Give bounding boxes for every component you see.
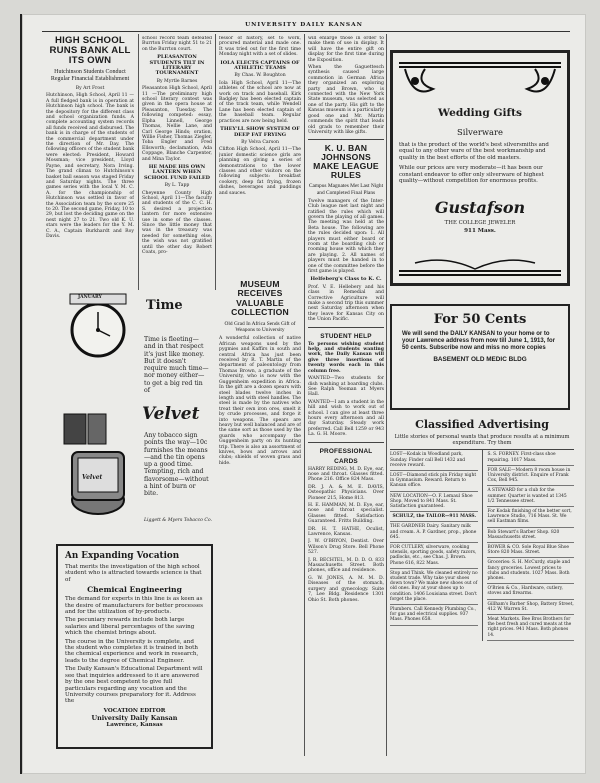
classified-entry: THE GARDNER Dairy. Sanitary milk and cream. A. P. Gardner, prop., phone 645. [390, 522, 478, 543]
headline-iola: IOLA ELECTS CAPTAINS OF ATHLETIC TEAMS [220, 59, 300, 72]
fifty-cents-ad [390, 304, 570, 410]
body-bank: Hutchinson, High School, April 11 —A full fledged bank is in operation at Hutchinson high school. The bank is the depository for the different class and school organization funds. A complete accounting system records all funds received and disbursed. The bank is in charge of the students of the commercial department under the direction of Mr. Day. The following officers of the student bank were elected: President, Howard Mossman; vice president, Lloyd Payne, and secretary, Nora Irving. The grand climax to Hutchinson's basket ball season was staged Friday and Saturday nights. The three games series with the local Y. M. C. A. for the championship of Hutchinson was settled in favor of the Association team by the score 25 to 20. The second game, Friday, 10 to 29, but lost the deciding game on the next night 27 to 21. Two old K. U. stars were the leaders for the Y. M. C. A., Captain Burkhardt and Roy Davis. [46, 93, 134, 239]
column-divider [304, 34, 305, 756]
professional-card: J. W. O'BRYON, Dentist. Over Wilson's Drug Store. Bell Phone 527. [308, 539, 384, 556]
body-iola: Iola High School, April 11—The athletes of the school are now at work on track and baseball. Kirk Badgley has been elected captain of the track team, while Wendell Lane has been elected captain of the baseball team. Regular practices are now being held. [219, 80, 301, 124]
masthead-rule [42, 31, 570, 32]
classified-entry: BOWER & CO. Sole Royal Blue Shoe Store 820 Mass. Street. [487, 543, 574, 558]
body-helfeberg: Prof. V. E. Hellebery and his class in Remedial and Corrective Agriculture will make a second trip this summer next Saturday afternoon when they leave for Kansas City on the Union Pacific. [308, 284, 384, 323]
article-column-4 [308, 36, 384, 758]
vocation-emph: Chemical Engineering [87, 585, 182, 595]
classified-entry: Meat Markets. Bee Bros Brothers for the best fresh and cured meats at the right prices. 941 Mass. Both phones 14. [487, 615, 574, 641]
ornamental-border-icon [395, 55, 565, 105]
vocation-editor: VOCATION EDITOR [103, 707, 166, 714]
ornamental-footer-icon [395, 257, 565, 281]
student-help-title: STUDENT HELP [320, 332, 372, 340]
classified-section [390, 418, 574, 766]
headline-bank: HIGH SCHOOL RUNS BANK ALL ITS OWN [49, 36, 131, 66]
professional-card: DR. J. A. & M. E. DAVIS, Osteopathic Physicians. Over Pioneer 215, Home 813. [308, 484, 384, 501]
headline-helfeberg: Helfeberg's Class to K. C. [310, 276, 382, 283]
silverware-title: Silverware [457, 127, 503, 137]
article-column-2 [142, 36, 212, 286]
byline-pleasanton: By Myrtle Barnes [156, 78, 198, 84]
subhead-museum: Old Grad In Africa Sends Gift of Weapons to University [224, 320, 296, 334]
classified-entry: FOR CUTLERY, silverware, cooking utensils, sporting goods, safety razors, padlocks, etc., see Chas. J. Brown. Phone 616, 822 Mass. [390, 543, 478, 569]
classified-intro: Little stories of personal wants that produce results at a minimum expenditure. Try them [394, 434, 570, 447]
fifty-cents-place: BASEMENT OLD MEDIC BLDG [433, 356, 527, 363]
fifty-cents-title: For 50 Cents [433, 312, 527, 327]
article-column-3 [219, 36, 301, 286]
classified-entry: S. S. FORNEY. First-class shoe repairing. 1017 Mass. [487, 450, 574, 465]
student-help-item: WANTED—Two students for dish washing at boarding clubs. See Ralph Yeoman at Myers Hall. [308, 376, 384, 398]
time-heading: Time [146, 298, 183, 313]
classified-entry: For Kodak finishing of the better sort, Lawrence Studio, 716 Mass. St. We sell Eastman films. [487, 507, 574, 528]
divider [308, 327, 384, 328]
masthead: UNIVERSITY DAILY KANSAN [245, 22, 363, 28]
headline-lantern: HE MADE HIS OWN LANTERN WHEN SCHOOL FUND FAILED [144, 163, 210, 181]
headline-frying: THEY'LL SHOW SYSTEM OF DEEP FAT FRYING [220, 126, 300, 138]
classified-entry: Stop and Think. We cleaned entirely no student trade. Why take your shoes down town? We make new shoes out of old ones. Buy at your shoes up to condition. 1406 Louisiana street. Don't forget the place. [390, 569, 478, 605]
classified-entry: A STEWARD for a club for the summer. Quarter is wanted at 1345 1/2 Tennessee street. [487, 486, 574, 507]
calendar-label: JANUARY [78, 295, 102, 300]
vocation-title: An Expanding Vocation [65, 551, 180, 561]
classified-right-column [487, 450, 574, 640]
newspaper-page [20, 14, 586, 774]
classified-entry: LOST—Kodak in Woodland park, Sunday. Finder call Bell 1432 and receive reward. [390, 450, 478, 471]
body-museum: A wonderful collection of native African weapons used by the pygmies and Kaffirs in south and central Africa has just been received by R. T. Martin of the department of paleontology from Thomas Brown, a graduate of the University, who is now with the Guggenheim expedition in Africa. In the gift are a dozen spears with steel blades twelve inches in length and with steel handles. The steel is made by the natives who treat their own iron ores, smelt it by crude processes, and forge it into weapons. The spears are heavy but well balanced and are of the same sort as those used by the guards who accompany the Guggenheim party on its hunting trip. There is also an assortment of knives, bows and arrows and clubs; shields of woven grass and hide. [219, 336, 301, 466]
classified-entry: NEW LOCATION—O. F. Lemaul Shoe Shop. Moved to 841 Mass. St. Satisfaction guaranteed. [390, 492, 478, 513]
fifty-cents-body: We will send the DAILY KANSAN to your home or to your Lawrence address from now till June 1, 1913, for 50 cents. Subscribe now and miss no more copies [402, 331, 556, 351]
divider [308, 139, 384, 140]
classified-entry: Groceries: S. H. McCurdy, staple and fancy groceries. Lowest prices to clubs and students. 1027 Mass. Both phones. [487, 558, 574, 584]
article-high-school-bank [46, 36, 134, 286]
jeweler-address: 911 Mass. [464, 228, 496, 235]
student-help-item: WANTED—I am a student in the hill and wish to work out of school. I can give at least three hours every afternoon and all day Saturday. Steady work preferred. Call Bell 1259 or 943 La. G. H. Moore. [308, 399, 384, 438]
vocation-city: Lawrence, Kansas [106, 721, 163, 728]
time-copy: Time is fleeting—and in that respect it's just like money. But it doesn't require much time—nor money either—to get a big red tin of [144, 336, 209, 395]
velvet-copy: Any tobacco sign points the way—10c furnishes the means—and the tin opens up a good time. Tempting, rich and flavorsome—without a hint of burn or bite. [144, 432, 209, 498]
jeweler-tagline: THE COLLEGE JEWELER [444, 220, 516, 227]
professional-card: H. E. HAMMAN, M. D. Eye, ear, nose and throat specialist. Glasses fitted. Satisfaction Guaranteed. Fritts Building. [308, 503, 384, 525]
column-divider [215, 34, 216, 290]
subhead-league: Campus Magnates Met Last Night and Completed Final Plans [308, 183, 384, 196]
byline-bank: By Art Frost [75, 86, 105, 91]
pocket-watch-icon [60, 292, 142, 360]
column-divider [138, 34, 139, 290]
headline-league: K. U. BAN JOHNSONS MAKE LEAGUE RULES [313, 143, 379, 181]
classified-title: Classified Advertising [415, 418, 549, 431]
vocation-p2: The demand for experts in this line is as keen as the desire of manufacturers for better processes and for the utilization of by-products. [65, 596, 204, 616]
classified-entry: Bob Stewart's Barber Shop. 820 Massachusetts street. [487, 528, 574, 543]
byline-iola: By Chas. W. Boughton [234, 73, 286, 79]
classified-entry: LOST—Diamond stick pin Friday night in Gymnasium. Reward. Return to Kansan office. [390, 471, 478, 492]
body-expedition: When the Gaguettesch synthesis caused large commotion in German Africa they organized an exploring party and Brown, who is connected with the New York State museum, was selected as one of the party. His gift to the Kansas museum is a particularly good one and Mr. Martin commends the spirit that leads old grads to remember their University with like gifts. [308, 65, 384, 135]
vocation-p4: The course in the University is complete, and the student who completes it is trained in both the chemical experience and work in research, leads to the degree of Chemical Engineer. [65, 638, 199, 664]
professional-card: HARRY REDING, M. D. Eye, ear, nose and throat. Glasses fitted. Phone 216. Office 824 Mass. [308, 466, 384, 483]
body-burrton: school record team defeated Burrton Friday night 51 to 21 on the Burrton court. [142, 36, 212, 52]
headline-museum: MUSEUM RECEIVES VALUABLE COLLECTION [231, 280, 289, 318]
body-history: fessor of history, set to work, procured material and made one. It was tried out for the first time Monday night with a set of slides. [219, 36, 301, 58]
body-pleasanton: Pleasanton High School, April 11 —The preliminary high school literary contest was given in the opera house at Pleasanton, Tuesday. The following competed: essay, Elpha Linnell, George Thomas, Nellie Lane, and Carl George Hinds; oration, Willie Fisher, Thomas Ziegler, Toba Engler and Fred Ellsworth; declamation, Ada Coppage, Blanche Carpenter, and Mina Taylor. [142, 86, 212, 162]
professional-card: DR. H. T. HATHE, Oculist, Lawrence, Kansas. [308, 526, 384, 538]
wedding-body-1: that is the product of the world's best silversmiths and equal to any other ware of the best workmanship and quality in the best efforts of the old masters. [399, 142, 549, 161]
tobacco-tin-icon [62, 410, 128, 520]
professional-card: J. R. BECHTEL, M. D. D. O. 833 Massachusetts Street. Both phones, office and residence. [308, 557, 384, 574]
byline-lantern: By L. Tapp [164, 183, 190, 189]
wedding-title: Wedding Gifts [438, 107, 522, 119]
classified-entry: SCHULZ, the TAILOR—911 MASS. [390, 512, 478, 522]
article-museum [219, 280, 301, 758]
body-league: Twelve managers of the Inter-Club league met last night and ratified the rules which will govern the playing of all games. The meeting was held at the Beta house. The following are the rules decided upon: 1. All players must either board or room at the boarding club or rooming house with which they are playing. 2. All names of players must be handed in to one of the committee before the first game is played. [308, 198, 384, 274]
wedding-body-2: While our prices are very moderate—it has been our constant endeavor to offer only silverware of highest quality—without competition for enormous profits. [399, 165, 544, 185]
classified-entry: Gillham's Barber Shop, Battery Street, 412 W. Warren St. [487, 600, 574, 615]
maker-signature: Liggett & Myers Tobacco Co. [144, 518, 213, 523]
velvet-logo: Velvet [142, 404, 200, 424]
classified-entry: FOR SALE—Modern 8 room house in University district. Enquire of Frank Cox, Bell 945. [487, 466, 574, 487]
velvet-tobacco-ad [56, 282, 213, 534]
professional-cards-title: PROFESSIONAL CARDS [319, 447, 373, 465]
vocation-paper: University Daily Kansan [91, 713, 178, 722]
classified-entry: Plumbers. Call Kennedy Plumbing Co., for gas and electrical supplies. 937 Mass. Phones 658. [390, 605, 478, 626]
gustafson-logo: Gustafson [434, 198, 526, 218]
body-frying: Clifton High School, April 11—The junior domestic science girls are planning on giving a series of demonstrations to the lower classes and other visitors on the following subjects: breakfast cookery, deep fat frying, frozen dishes, beverages and puddings and sauces. [219, 147, 301, 196]
classified-entry: O'Brien & Co., Hardware, cutlery, stoves and firearms. [487, 584, 574, 599]
vocation-ad [56, 544, 213, 749]
byline-frying: By Velva Carson [241, 139, 279, 145]
tin-label: Velvet [82, 474, 103, 481]
vocation-p1: That merits the investigation of the high school student who is attracted towards science is that of [65, 564, 202, 583]
headline-pleasanton: PLEASANTON STUDENTS TILT IN LITERARY TOURNAMENT [149, 54, 205, 77]
professional-card: G. W. JONES, A. M. M. D. Diseases of the stomach, surgery and gynecology. Suite 7, Lee Bldg. Residence 1301 Ohio St. Both phones. [308, 575, 384, 603]
vocation-p3: The pecuniary rewards include both large salaries and liberal percentages of the saving which the chemist brings about. [65, 617, 195, 637]
vocation-p5: The Daily Kansan's Educational Department will see that inquiries addressed to it are answered by the one best competent to give full particulars regarding any vocation and the University courses preparatory for it. Address the [65, 666, 203, 705]
body-lantern: Cheyenne County High School, April 11—The faculty and students of the C. C. H. S. desired a projection lantern for more extensive use in some of the classes. Since the little money that was in the treasury was needed for something else, the wish was not gratified until the other day. Robert Coats, pro- [142, 190, 212, 256]
subhead-bank: Hutchinson Students Conduct Regular Financial Establishment [50, 69, 130, 82]
column-divider [386, 34, 387, 756]
classified-left-column [390, 450, 478, 640]
student-help-intro: To persons wishing student help, and students wanting work, the Daily Kansan will give three insertions of twenty words each in this column free. [308, 341, 384, 374]
body-museum-cont: will enlarge those in order to make them of use in display. It will have the entire gift on display for the first time during the Exposition. [308, 36, 384, 63]
divider [308, 442, 384, 443]
wedding-gifts-ad [390, 50, 570, 286]
